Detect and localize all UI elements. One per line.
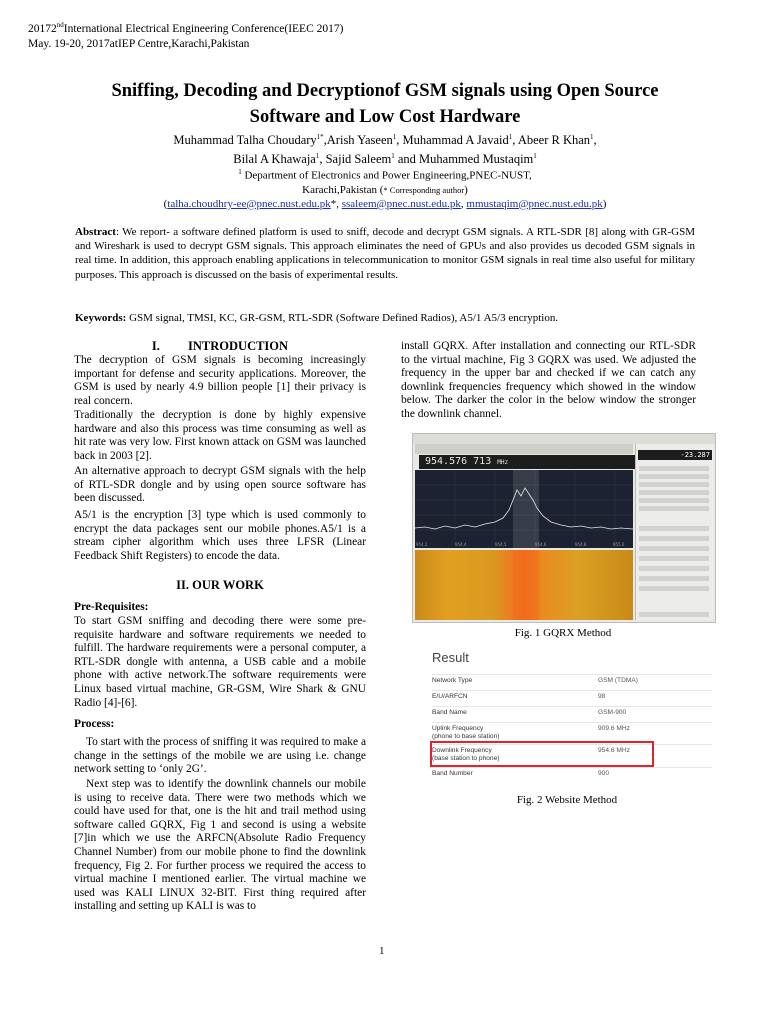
process-paragraph-1: To start with the process of sniffing it was required to make a change in the settings of the mobile we are using i.e. change network setting to ‘only 2G’.	[74, 736, 366, 776]
result-title: Result	[432, 650, 469, 665]
svg-text:954.6: 954.6	[535, 542, 547, 547]
intro-paragraph-1: The decryption of GSM signals is becoming increasingly important for defense and security applications. Moreover, the GSM is used by nearly 4.9 billion people [1] their privacy is real concern.	[74, 354, 366, 407]
email-link-1[interactable]: talha.choudhry-ee@pnec.nust.edu.pk	[167, 197, 331, 210]
email-link-3[interactable]: mmustaqim@pnec.nust.edu.pk	[466, 197, 603, 210]
gqrx-spectrum-plot	[415, 470, 633, 548]
svg-text:955.0: 955.0	[613, 542, 625, 547]
section-heading-introduction: I. INTRODUCTION	[151, 339, 289, 353]
prerequisites-paragraph: To start GSM sniffing and decoding there were some pre-requisite hardware and software requirements we needed to fulfill. The hardware requirements were a personal computer, a RTL-SDR dongle with antenna, a USB cable and a mobile phone with active network.The software requirements were Linux based virtual machine, GR-GSM, Wire Shark & GNU Radio [4]-[6].	[74, 615, 366, 709]
author-list: Muhammad Talha Choudary$^{1*}$,Arish Yaseen$^1$, Muhammad A Javaid$^1$, Abeer R Khan$^1$, Bilal A Khawaja$^1$, Sajid Saleem$^1$ and Muhammed Mustaqim$^1$	[173, 133, 597, 166]
gqrx-menubar	[413, 434, 715, 444]
website-result-table	[426, 646, 716, 796]
figure-2-caption: Fig. 2 Website Method	[516, 794, 618, 806]
table-row: Uplink Frequency (phone to base station) 909.6 MHz	[432, 722, 712, 741]
gqrx-toolbar	[415, 444, 633, 454]
section-heading-our-work: II. OUR WORK	[176, 578, 264, 592]
gqrx-signal-readout: -23.287	[638, 450, 712, 460]
svg-text:954.2: 954.2	[416, 542, 428, 547]
keywords: Keywords: GSM signal, TMSI, KC, GR-GSM, RTL-SDR (Software Defined Radios), A5/1 A5/3 encryption.	[75, 312, 559, 324]
process-paragraph-2: Next step was to identify the downlink channels our mobile is using to receive data. There were two methods which we could have used for that, one is the hit and trail method using software called GQRX, Fig 1 and second is using a website [7]in which we use the ARFCN(Absolute Radio Frequency Channel Number) from our mobile phone to find the downlink frequency, Fig 2. For further process we required the access to virtual machine I mentioned earlier. The virtual machine we used was KALI LINUX 32-BIT. First thing required after installing and setting up KALI is was to	[74, 778, 366, 913]
table-row: Band Name GSM-900	[432, 706, 712, 721]
figure-1-caption: Fig. 1 GQRX Method	[514, 627, 612, 639]
subheading-process: Process:	[74, 718, 115, 730]
conference-header	[28, 18, 343, 52]
svg-text:954.4: 954.4	[455, 542, 467, 547]
table-row: Network Type GSM (TDMA)	[432, 674, 712, 689]
gqrx-frequency-display: 954.576 713 MHz	[419, 455, 639, 469]
svg-text:954.5: 954.5	[495, 542, 507, 547]
col2-paragraph-1: install GQRX. After installation and connecting our RTL-SDR to the virtual machine, Fig 3 GQRX was used. We adjusted the frequency in the upper bar and checked if we can catch any downlink frequencies frequency which showed in the window below. The darker the color in the below window the stronger the downlink channel.	[401, 340, 696, 420]
affiliation: $^1$ Department of Electronics and Power Engineering,PNEC-NUST, Karachi,Pakistan (* Corresponding author) (talha.choudhry-ee@pnec.nust.edu.pk*, ssaleem@pnec.nust.edu.pk, mmustaqim@pnec.nust.edu.pk)	[163, 168, 607, 210]
page-number: 1	[379, 945, 385, 957]
intro-paragraph-4: A5/1 is the encryption [3] type which is used commonly to encrypt the data packages sent our mobile phones.A5/1 is a stream cipher algorithm which uses three LFSR (Linear Feedback Shift Registers) to encode the data.	[74, 509, 366, 562]
svg-text:954.8: 954.8	[575, 542, 587, 547]
conference-line-1: 20172ndInternational Electrical Engineering Conference(IEEC 2017)	[28, 21, 344, 35]
email-link-2[interactable]: ssaleem@pnec.nust.edu.pk	[341, 197, 461, 210]
subheading-prerequisites: Pre-Requisites:	[74, 601, 149, 613]
table-row-downlink: Downlink Frequency (base station to phone) 954.6 MHz	[432, 744, 712, 763]
gqrx-waterfall	[415, 550, 633, 620]
paper-title: Sniffing, Decoding and Decryptionof GSM signals using Open Source Software and Low Cost Hardware	[111, 81, 659, 127]
intro-paragraph-3: An alternative approach to decrypt GSM signals with the help of RTL-SDR dongle and by using open source software has been discussed.	[74, 465, 366, 505]
table-row: Band Number 900	[432, 767, 712, 782]
gqrx-receiver-options-panel	[635, 444, 714, 620]
table-row: E/U/ARFCN 98	[432, 690, 712, 705]
intro-paragraph-2: Traditionally the decryption is done by highly expensive hardware and also this process was time consuming as well as hit rate was very low. First known attack on GSM was launched back in 2003 [2].	[74, 409, 366, 462]
conference-line-2: May. 19-20, 2017atIEP Centre,Karachi,Pakistan	[28, 37, 250, 50]
abstract: Abstract: We report- a software defined platform is used to sniff, decode and decrypt GSM signals. A RTL-SDR [8] along with GR-GSM and Wireshark is used to decrypt GSM signals. This approach eliminates the need of GPUs and also provides us decoded GSM signals in real time. In addition, this approach enabling applications in telecommunication to monitor GSM signals in real time also useful for military purposes. This approach is discussed on the basis of experimental results.	[75, 226, 695, 281]
downlink-highlight-box	[430, 741, 654, 767]
gqrx-screenshot	[412, 433, 716, 623]
